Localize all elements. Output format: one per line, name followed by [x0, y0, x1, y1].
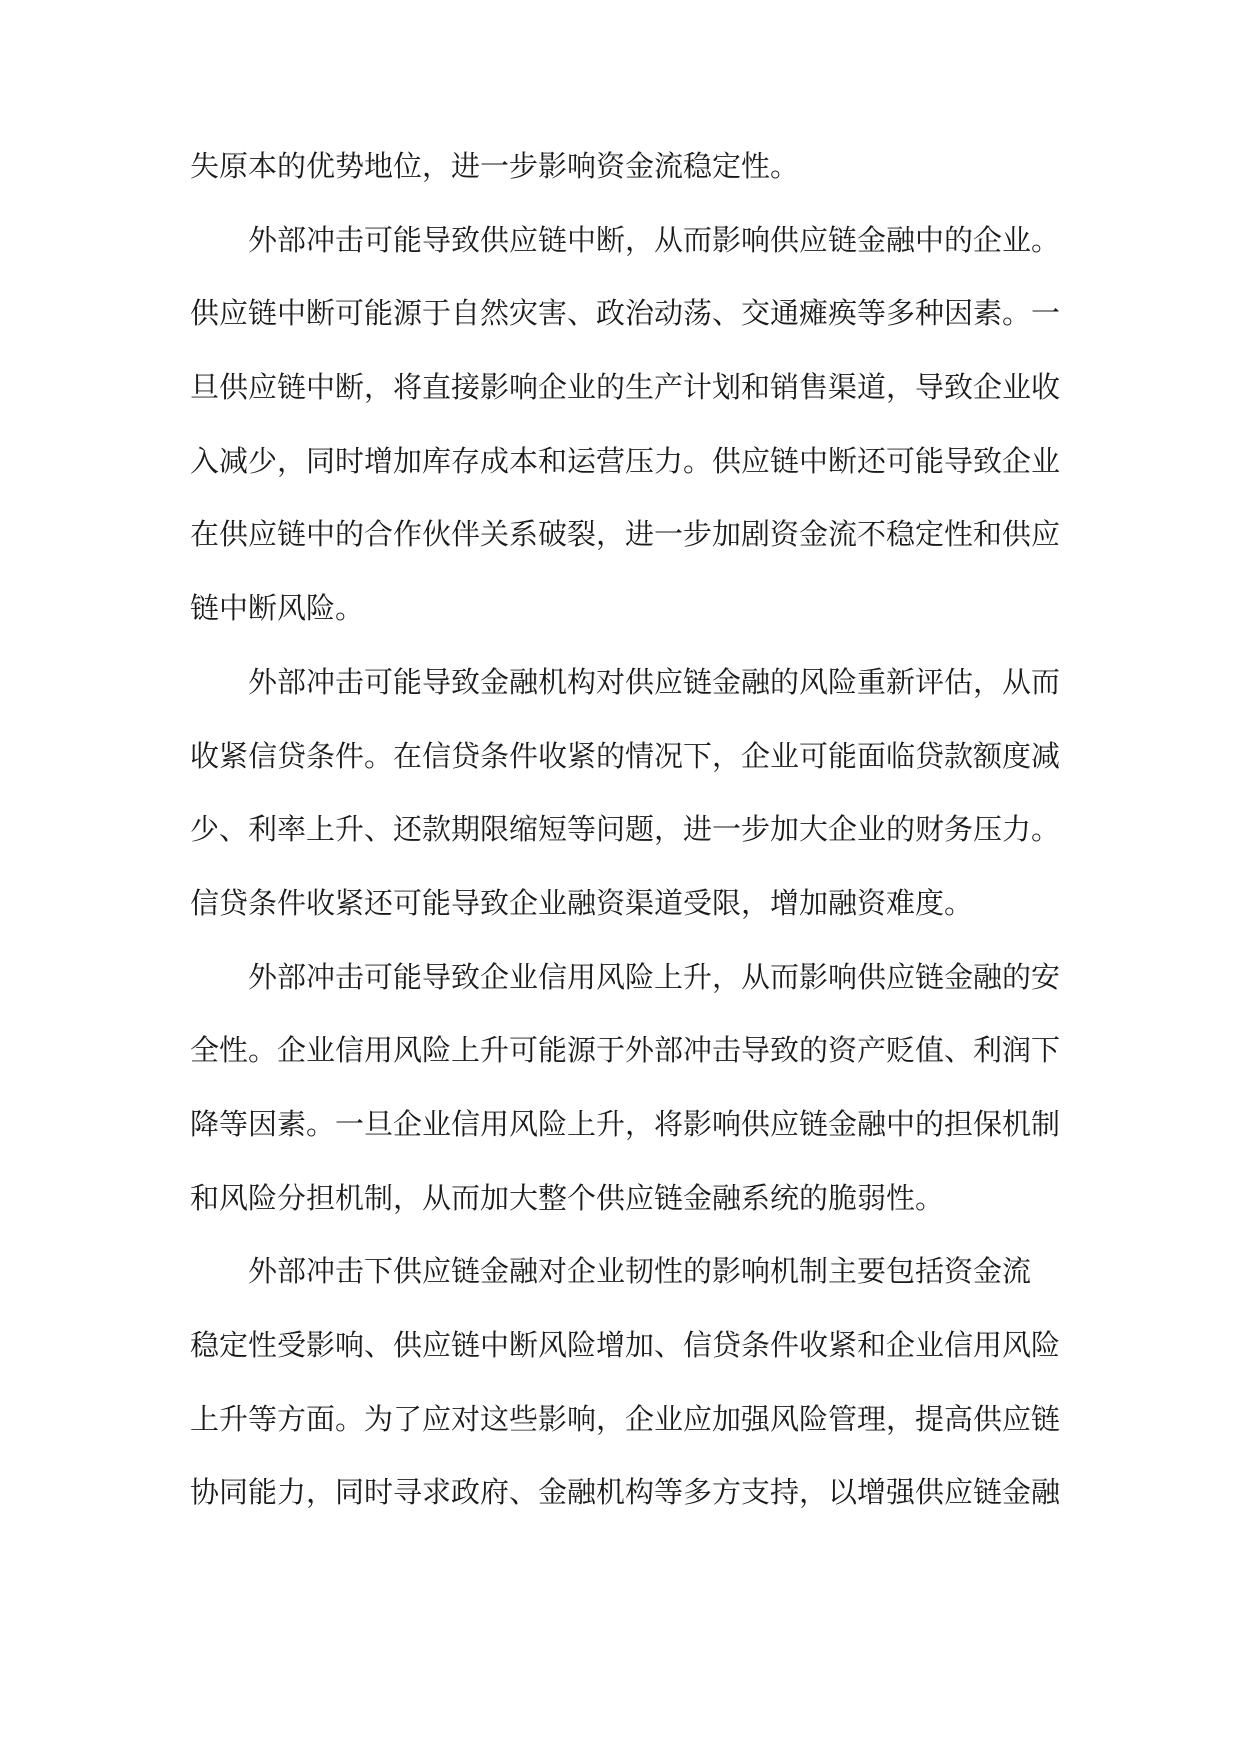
- text-line: 上升等方面。为了应对这些影响，企业应加强风险管理，提高供应链: [190, 1401, 1061, 1436]
- text-line: 全性。企业信用风险上升可能源于外部冲击导致的资产贬值、利润下: [190, 1033, 1061, 1068]
- body-text: [190, 146, 1060, 1546]
- text-line: 在供应链中的合作伙伴关系破裂，进一步加剧资金流不稳定性和供应: [190, 517, 1061, 552]
- text-line: 旦供应链中断，将直接影响企业的生产计划和销售渠道，导致企业收: [190, 370, 1061, 405]
- paragraph-first-line: 外部冲击可能导致企业信用风险上升，从而影响供应链金融的安: [248, 959, 1061, 994]
- text-line: 失原本的优势地位，进一步影响资金流稳定性。: [190, 149, 800, 183]
- text-line: 降等因素。一旦企业信用风险上升，将影响供应链金融中的担保机制: [190, 1106, 1061, 1141]
- text-line: 信贷条件收紧还可能导致企业融资渠道受限，增加融资难度。: [190, 885, 974, 920]
- text-line: 入减少，同时增加库存成本和运营压力。供应链中断还可能导致企业: [190, 443, 1061, 478]
- text-line: 链中断风险。: [190, 591, 365, 626]
- text-line: 少、利率上升、还款期限缩短等问题，进一步加大企业的财务压力。: [190, 812, 1061, 847]
- text-line: 供应链中断可能源于自然灾害、政治动荡、交通瘫痪等多种因素。一: [190, 296, 1061, 331]
- text-line: 协同能力，同时寻求政府、金融机构等多方支持，以增强供应链金融: [190, 1475, 1061, 1510]
- text-line: 和风险分担机制，从而加大整个供应链金融系统的脆弱性。: [190, 1180, 945, 1215]
- paragraph-first-line: 外部冲击可能导致供应链中断，从而影响供应链金融中的企业。: [248, 222, 1061, 257]
- text-line: 收紧信贷条件。在信贷条件收紧的情况下，企业可能面临贷款额度减: [190, 738, 1061, 773]
- paragraph-first-line: 外部冲击可能导致金融机构对供应链金融的风险重新评估，从而: [248, 664, 1061, 699]
- paragraph-first-line: 外部冲击下供应链金融对企业韧性的影响机制主要包括资金流: [248, 1254, 1032, 1289]
- text-line: 稳定性受影响、供应链中断风险增加、信贷条件收紧和企业信用风险: [190, 1328, 1061, 1362]
